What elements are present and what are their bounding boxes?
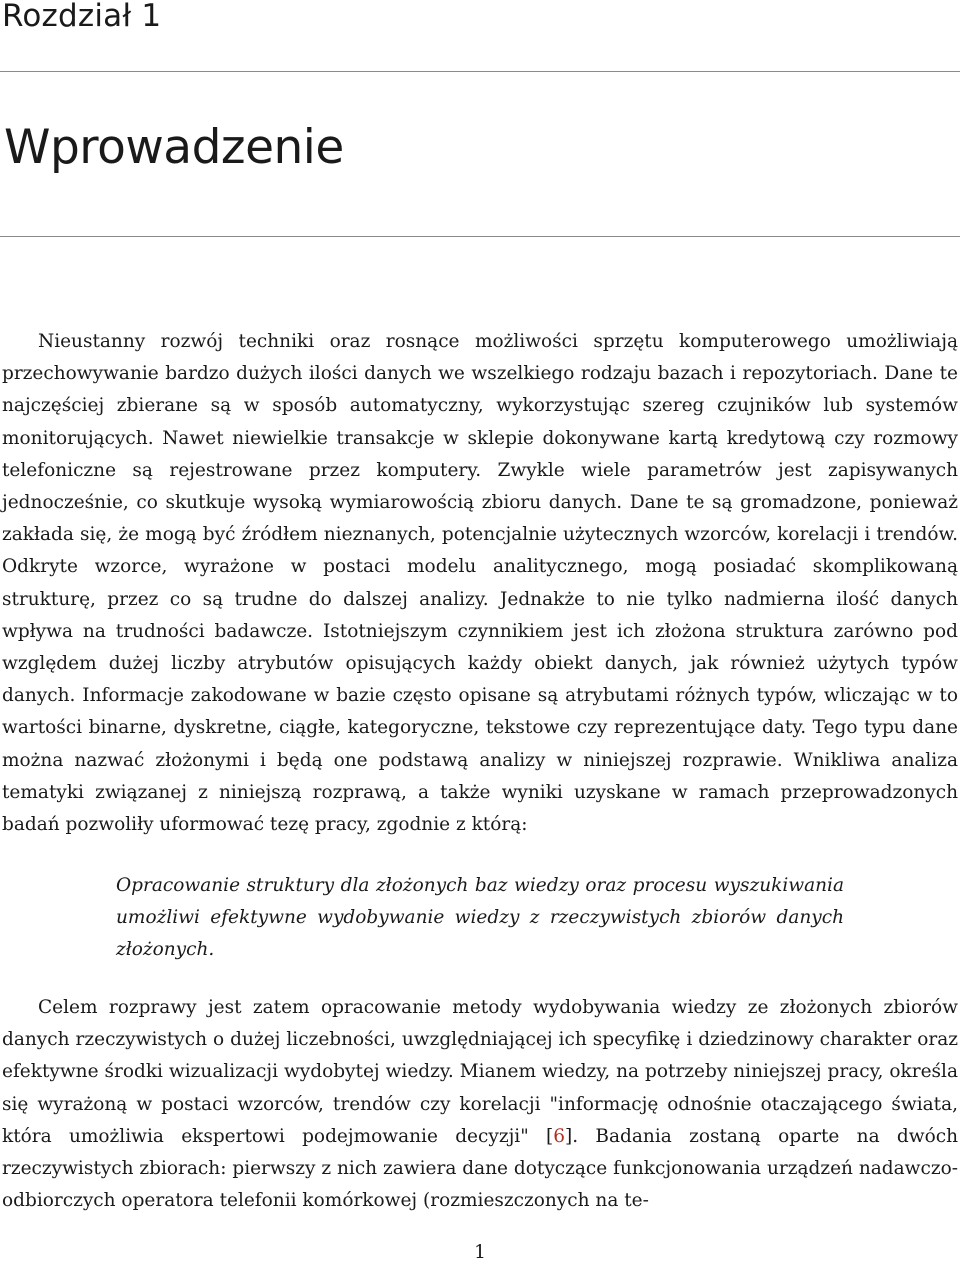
- intro-paragraph: Nieustanny rozwój techniki oraz rosnące możliwości sprzętu komputerowego umożliwiają przechowywanie bardzo dużych ilości danych we wszelkiego rodzaju bazach i repozytoriach. Dane te najczęściej zbierane są w sposób automatyczny, wykorzystując szereg czujników lub systemów monitorujących. Nawet niewielkie transakcje w sklepie dokonywane kartą kredytową czy rozmowy telefoniczne są rejestrowane przez komputery. Zwykle wiele parametrów jest zapisywanych jednocześnie, co skutkuje wysoką wymiarowością zbioru danych. Dane te są gromadzone, ponieważ zakłada się, że mogą być źródłem nieznanych, potencjalnie użytecznych wzorców, korelacji i trendów. Odkryte wzorce, wyrażone w postaci modelu analitycznego, mogą posiadać skomplikowaną strukturę, przez co są trudne do dalszej analizy. Jednakże to nie tylko nadmierna ilość danych wpływa na trudności badawcze. Istotniejszym czynnikiem jest ich złożona struktura zarówno pod względem dużej liczby atrybutów opisujących każdy obiekt danych, jak również użytych typów danych. Informacje zakodowane w bazie często opisane są atrybutami różnych typów, wliczając w to wartości binarne, dyskretne, ciągłe, kategoryczne, tekstowe czy reprezentujące daty. Tego typu dane można nazwać złożonymi i będą one podstawą analizy w niniejszej rozprawie. Wnikliwa analiza tematyki związanej z niniejszą rozprawą, a także wyniki uzyskane w ramach przeprowadzonych badań pozwoliły uformować tezę pracy, zgodnie z którą:: [2, 331, 958, 836]
- goal-text-end: ]. Badania zostaną oparte na dwóch rzeczywistych zbiorach: pierwszy z nich zawiera dane dotyczące funkcjonowania urządzeń nadawczo-odbiorczych operatora telefonii komórkowej (rozmieszczonych na te-: [2, 1125, 958, 1212]
- goal-text-start: Celem rozprawy jest zatem opracowanie metody wydobywania wiedzy ze złożonych zbiorów danych rzeczywistych o dużej liczebności, uwzględniającej ich specyfikę i dziedzinowy charakter oraz efektywne środki wizualizacji wydobytej wiedzy. Mianem wiedzy, na potrzeby niniejszej pracy, określa się wyrażoną w postaci wzorców, trendów czy korelacji "informację odnośnie otaczającego świata, która umożliwia ekspertowi podejmowanie decyzji" [: [2, 997, 958, 1147]
- page-number: 1: [474, 1242, 486, 1263]
- citation-link[interactable]: 6: [553, 1125, 566, 1147]
- chapter-label: Rozdział 1: [2, 0, 162, 34]
- chapter-title: Wprowadzenie: [4, 120, 344, 175]
- header-bottom-rule: [0, 236, 960, 237]
- thesis-statement: Opracowanie struktury dla złożonych baz wiedzy oraz procesu wyszukiwania umożliwi efektywne wydobywanie wiedzy z rzeczywistych zbiorów danych złożonych.: [116, 875, 844, 961]
- header-top-rule: [0, 71, 960, 72]
- goal-paragraph: [2, 992, 958, 1217]
